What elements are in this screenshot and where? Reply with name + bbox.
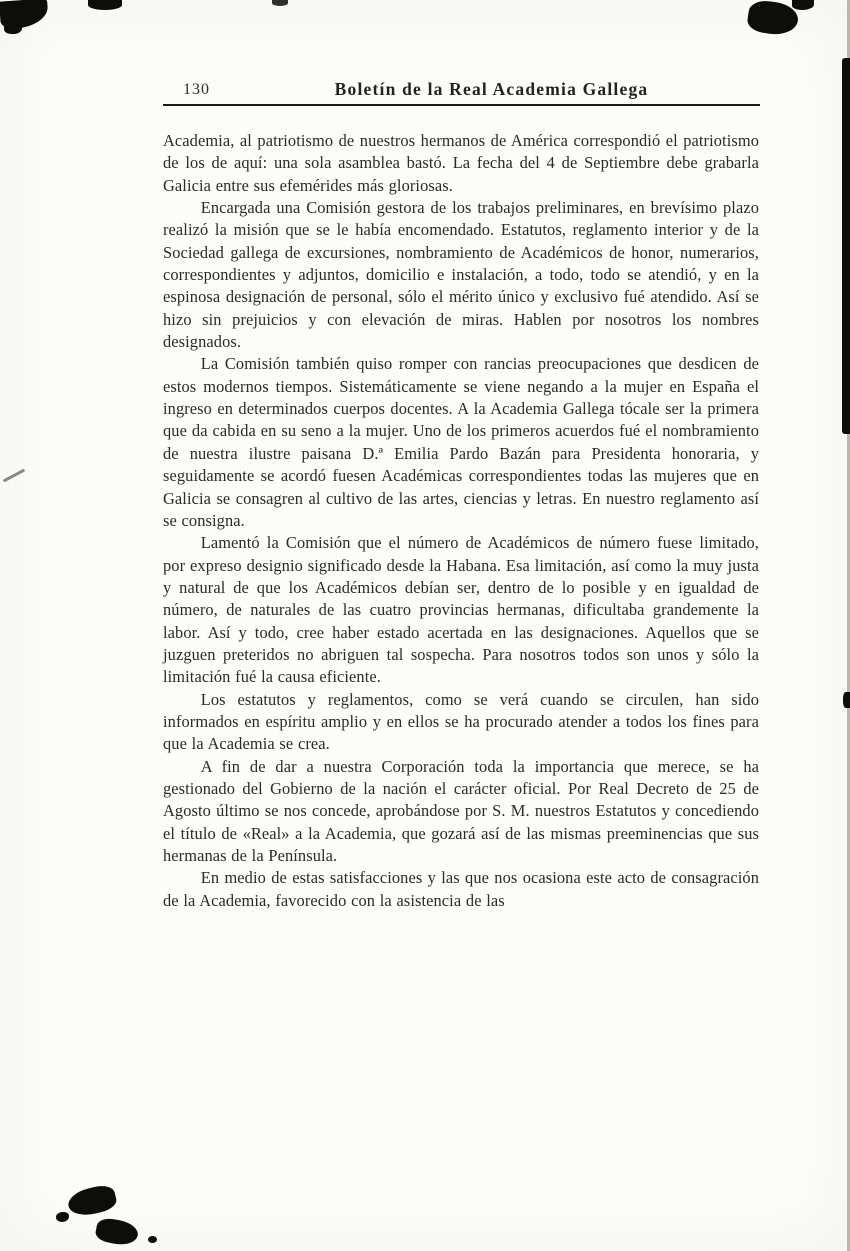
paragraph: Los estatutos y reglamentos, como se verá cuando se circulen, han sido informados en espíritu amplio y en ellos se ha procurado atender a todos los fines para que la Academia se crea.	[163, 689, 759, 754]
scan-artifact-left-mark	[3, 469, 26, 483]
page-body	[163, 130, 759, 912]
scan-artifact-top-left-small	[4, 22, 22, 34]
scan-artifact-bottom-left-1	[66, 1183, 119, 1220]
scan-artifact-top-mark-small	[272, 0, 288, 6]
journal-title: Boletín de la Real Academia Gallega	[334, 79, 649, 99]
scan-artifact-bottom-speck	[148, 1236, 157, 1243]
scan-artifact-top-right-small	[792, 0, 814, 10]
scan-artifact-right-bar	[842, 58, 850, 434]
page-header	[163, 79, 760, 103]
paragraph: Lamentó la Comisión que el número de Académicos de número fuese limitado, por expreso designio significado desde la Habana. Esa limitación, así como la muy justa y natural de que los Académicos debían ser, dentro de lo posible y en igualdad de número, de naturales de las cuatro provincias hermanas, dificultaba grandemente la labor. Así y todo, cree haber estado acertada en las designaciones. Aquellos que se juzguen preteridos no abriguen tal sospecha. Para nosotros todos son unos y sólo la limitación fué la causa eficiente.	[163, 533, 759, 687]
scan-artifact-bottom-left-3	[56, 1212, 69, 1222]
scan-artifact-top-mark	[88, 0, 122, 10]
paragraph: A fin de dar a nuestra Corporación toda la importancia que merece, se ha gestionado del Gobierno de la nación el carácter oficial. Por Real Decreto de 25 de Agosto último se nos concede, aprobándose por S. M. nuestros Estatutos y concediendo el título de «Real» a la Academia, que gozará así de las mismas preeminencias que sus hermanas de la Península.	[163, 756, 759, 865]
paragraph: Encargada una Comisión gestora de los trabajos preliminares, en brevísimo plazo realizó la misión que se le había encomendado. Estatutos, reglamento interior y de la Sociedad gallega de excursiones, nombramiento de Académicos de honor, numerarios, correspondientes y adjuntos, domicilio e instalación, a todo, todo se atendió, y en la espinosa designación de personal, sólo el mérito único y exclusivo fué atendido. Así se hizo sin prejuicios y con elevación de miras. Hablen por nosotros los nombres designados.	[163, 198, 759, 352]
paragraph: La Comisión también quiso romper con rancias preocupaciones que desdicen de estos modernos tiempos. Sistemáticamente se viene negando a la mujer en España el ingreso en determinados cuerpos docentes. A la Academia Gallega tócale ser la primera que da cabida en su seno a la mujer. Uno de los primeros acuerdos fué el nombramiento de nuestra ilustre paisana D.ª Emilia Pardo Bazán para Presidenta honoraria, y seguidamente se acordó fuesen Académicas correspondientes todas las mujeres que en Galicia se consagren al cultivo de las artes, ciencias y letras. En nuestro reglamento así se consigna.	[163, 354, 759, 530]
scan-artifact-bottom-left-2	[94, 1216, 140, 1248]
page-number: 130	[183, 81, 210, 98]
header-rule	[163, 104, 760, 106]
scan-artifact-right-tick	[843, 692, 850, 708]
paragraph: En medio de estas satisfacciones y las que nos ocasiona este acto de consagración de la Academia, favorecido con la asistencia de las	[163, 868, 759, 910]
paragraph: Academia, al patriotismo de nuestros hermanos de América correspondió el patriotismo de los de aquí: una sola asamblea bastó. La fecha del 4 de Septiembre debe grabarla Galicia entre sus efemérides más gloriosas.	[163, 131, 759, 195]
